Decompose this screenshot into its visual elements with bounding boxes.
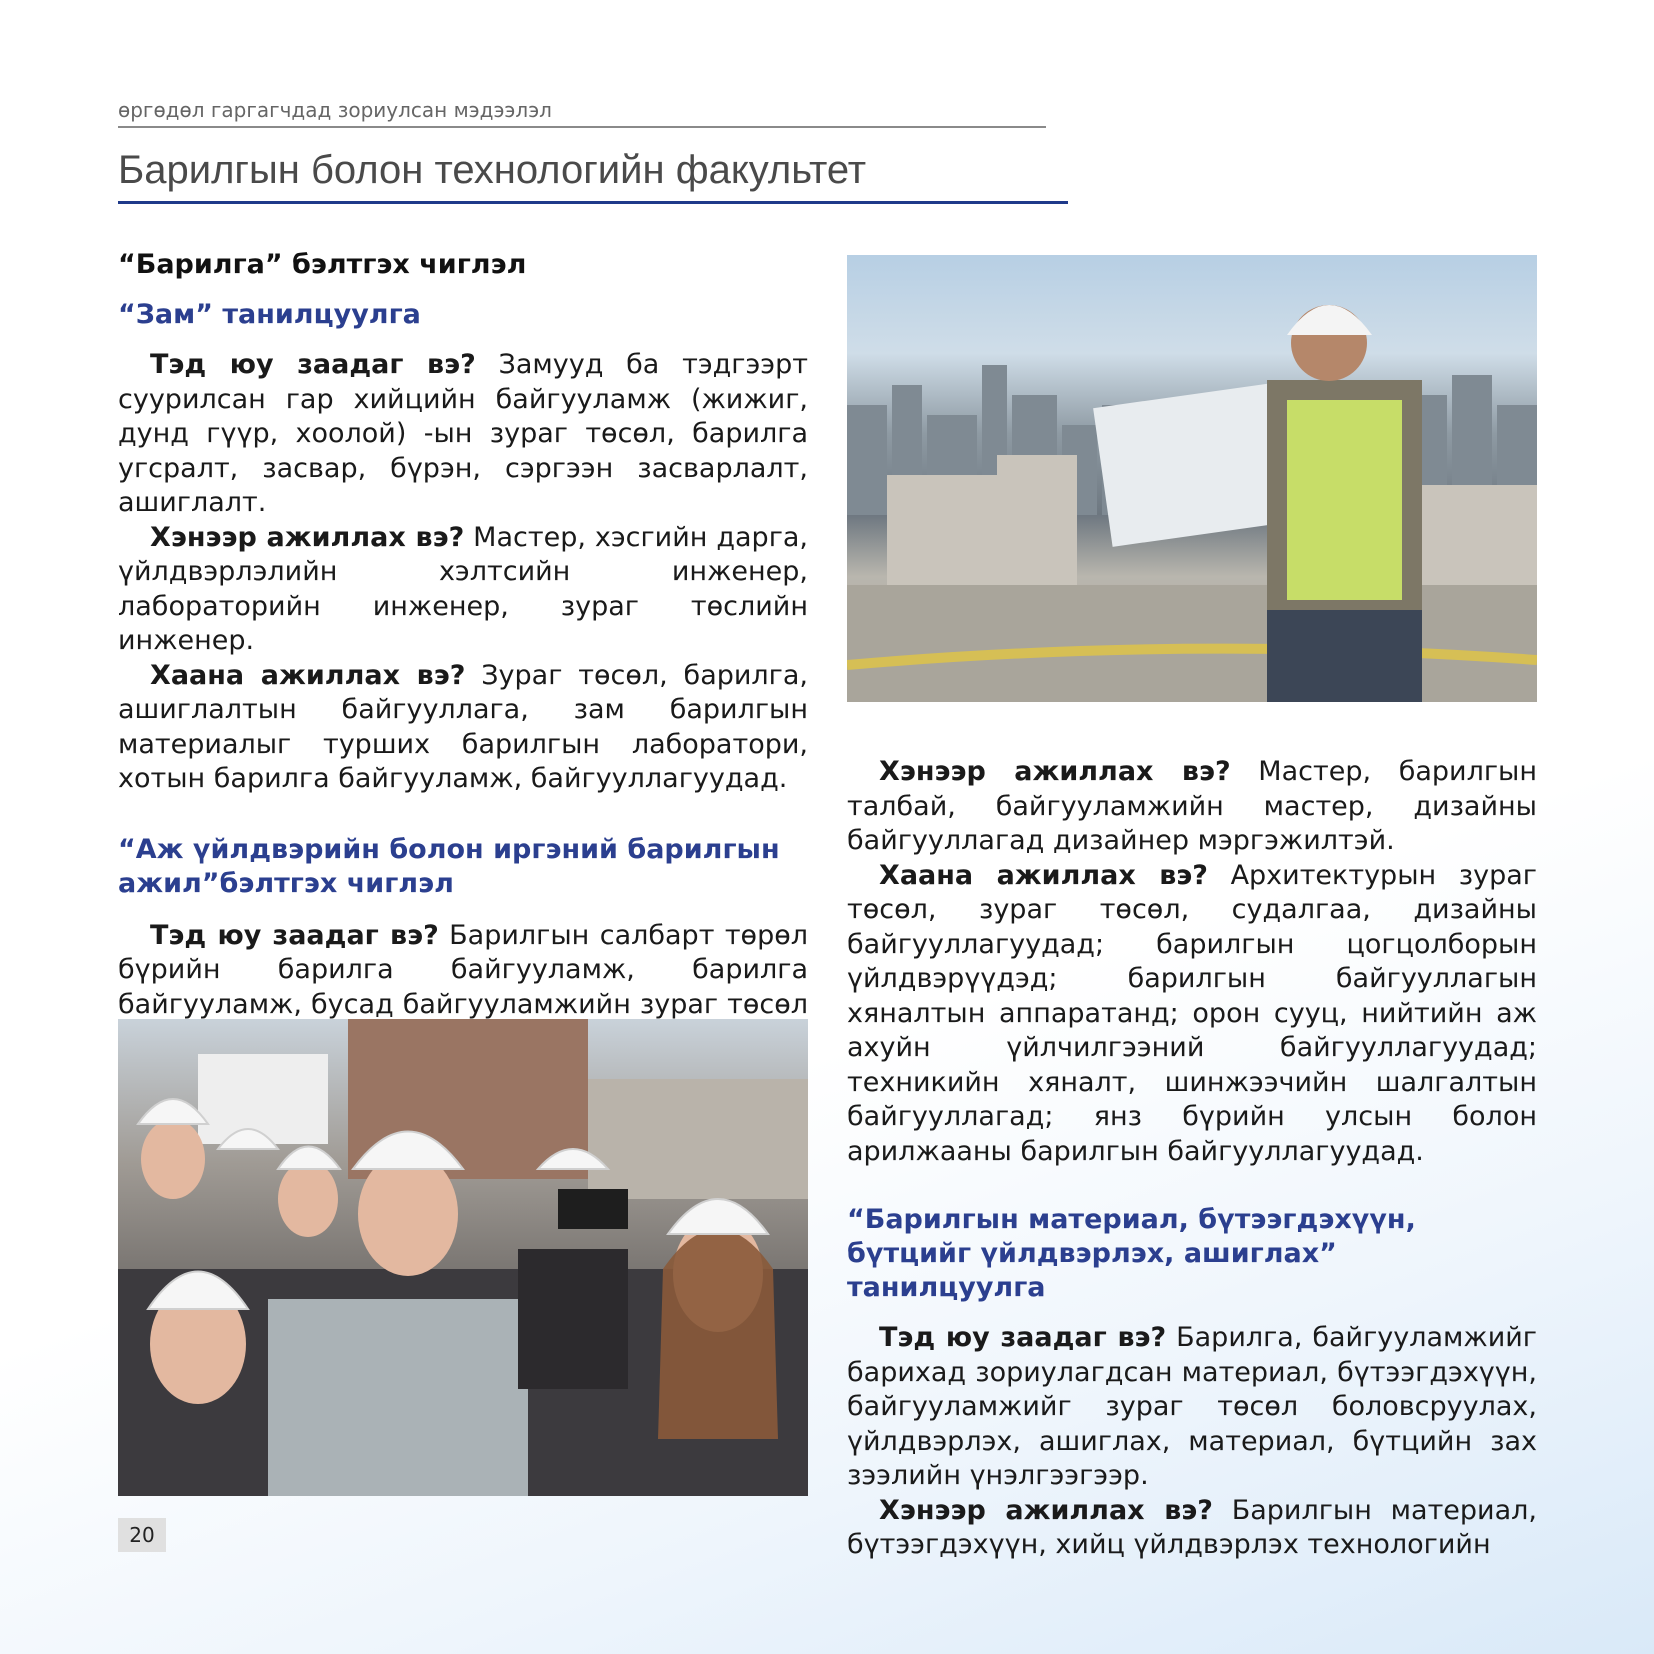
- paragraph-lead: Тэд юу заадаг вэ?: [879, 1322, 1167, 1353]
- paragraph-road-who: [118, 521, 808, 659]
- paragraph-text: Барилгын салбарт төрөл бүрийн барилга байгууламж, барилга байгууламж, бусад байгууламжийн зураг төсөл: [118, 919, 808, 1020]
- paragraph-lead: Тэд юу заадаг вэ?: [150, 919, 439, 951]
- subsection-title-materials: “Барилгын материал, бүтээгдэхүүн, бүтцийг үйлдвэрлэх, ашиглах” танилцуулга: [847, 1204, 1416, 1303]
- paragraph-materials-who: [847, 1494, 1537, 1563]
- paragraph-lead: Хаана ажиллах вэ?: [150, 659, 466, 691]
- paragraph-lead: Хаана ажиллах вэ?: [879, 859, 1208, 891]
- title-rule: [118, 201, 1068, 204]
- paragraph-lead: Хэнээр ажиллах вэ?: [879, 756, 1231, 787]
- page-title: Барилгын болон технологийн факультет: [118, 148, 867, 192]
- subsection-title-road: “Зам” танилцуулга: [118, 299, 421, 330]
- header-rule: [118, 126, 1046, 128]
- paragraph-lead: Хэнээр ажиллах вэ?: [150, 521, 465, 553]
- section-title: “Барилга” бэлтгэх чиглэл: [118, 249, 527, 280]
- subsection-title-industrial: “Аж үйлдвэрийн болон иргэний барилгын ажил”бэлтгэх чиглэл: [118, 833, 780, 899]
- paragraph-text: Архитектурын зураг төсөл, зураг төсөл, судалгаа, дизайны байгууллагуудад; барилгын цогцолборын үйлдвэрүүдэд; барилгын байгууллагын хяналтын аппаратанд; орон сууц, нийтийн аж ахуйн үйлчилгээний байгууллагуудад; техникийн хяналт, шинжээчийн шалгалтын байгууллагад; янз бүрийн улсын болон арилжааны барилгын байгууллагуудад.: [847, 859, 1537, 1167]
- paragraph-text: Замууд ба тэдгээрт суурилсан гар хийцийн байгууламж (жижиг, дунд гүүр, хоолой) -ын зураг төсөл, барилга угсралт, засвар, бүрэн, сэргээн засварлалт, ашиглалт.: [118, 349, 808, 518]
- paragraph-industrial-where: [847, 859, 1537, 1170]
- running-head: өргөдөл гаргагчдад зориулсан мэдээлэл: [118, 98, 552, 122]
- paragraph-text: Зураг төсөл, барилга, ашиглалтын байгууллага, зам барилгын материалыг турших барилгын лаборатори, хотын барилга байгууламж, байгууллагуудад.: [118, 659, 808, 794]
- paragraph-text: Мастер, хэсгийн дарга, үйлдвэрлэлийн хэлтсийн инженер, лабораторийн инженер, зураг төслийн инженер.: [118, 521, 809, 656]
- students-photo: [118, 1019, 808, 1496]
- paragraph-industrial-who: [847, 755, 1537, 859]
- paragraph-text: Барилгын материал, бүтээгдэхүүн, хийц үйлдвэрлэх технологийн: [847, 1494, 1537, 1560]
- engineer-photo: [847, 255, 1537, 702]
- paragraph-lead: Тэд юу заадаг вэ?: [150, 349, 476, 380]
- left-column: [118, 248, 808, 1091]
- paragraph-materials-teach: [847, 1321, 1537, 1494]
- right-column: [847, 755, 1537, 1563]
- paragraph-lead: Хэнээр ажиллах вэ?: [879, 1494, 1213, 1526]
- paragraph-text: Барилга, байгууламжийг барихад зориулагдсан материал, бүтээгдэхүүн, байгууламжийг зураг төсөл боловсруулах, үйлдвэрлэх, ашиглах, материал, бүтцийн зах зээлийн үнэлгээгээр.: [847, 1322, 1537, 1491]
- paragraph-road-teach: [118, 348, 808, 521]
- paragraph-road-where: [118, 659, 808, 797]
- page-number: 20: [118, 1518, 166, 1552]
- paragraph-text: Мастер, барилгын талбай, байгууламжийн мастер, дизайны байгууллагад дизайнер мэргэжилтэй.: [847, 756, 1537, 856]
